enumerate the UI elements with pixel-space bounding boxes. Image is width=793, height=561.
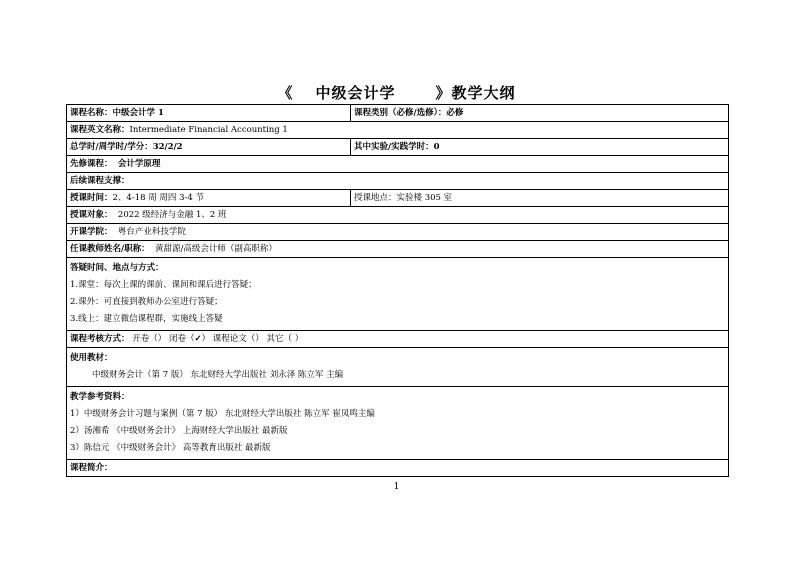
row-hours: [67, 139, 729, 156]
row-refs: [67, 387, 729, 460]
page-number: 1: [393, 482, 400, 492]
exam-open: 开卷（）: [132, 333, 167, 344]
cell-time: 授课时间：2、4-18 周 周四 3-4 节: [67, 190, 351, 207]
row-audience: [67, 207, 729, 224]
cell-teacher: 任课教师姓名/职称： 黄甜源/高级会计师（副高职称）: [67, 241, 729, 258]
cell-course-type: 课程类别（必修/选修）：必修: [351, 105, 729, 122]
row-exam: [67, 331, 729, 348]
title-course-name: 中级会计学: [315, 84, 396, 102]
qa-item: 3.线上：建立微信课程群，实施线上答疑: [70, 314, 223, 324]
cell-intro: 课程简介：: [67, 460, 729, 477]
row-english-name: [67, 122, 729, 139]
cell-qa: [67, 258, 729, 331]
cell-hours: 总学时/周学时/学分：32/2/2: [67, 139, 351, 156]
page-title: [0, 82, 793, 103]
cell-textbook: [67, 348, 729, 387]
qa-item: 2.课外：可直接到教师办公室进行答疑；: [70, 297, 223, 307]
cell-followup: 后续课程支撑：: [67, 173, 729, 190]
title-open: 《: [277, 84, 294, 102]
cell-audience: 授课对象： 2022 级经济与金融 1、2 班: [67, 207, 729, 224]
qa-item: 1.课堂：每次上课的课前、课间和课后进行答疑；: [70, 280, 257, 290]
cell-english-name: 课程英文名称：Intermediate Financial Accounting 1: [67, 122, 729, 139]
cell-refs: [67, 387, 729, 460]
exam-paper: 课程论文（）: [212, 333, 264, 344]
textbook-label: 使用教材：: [70, 353, 113, 363]
refs-label: 教学参考资料：: [70, 392, 130, 402]
row-followup: [67, 173, 729, 190]
cell-lab-hours: 其中实验/实践学时：0: [351, 139, 729, 156]
ref-item: 2）汤湘希 《中级财务会计》 上海财经大学出版社 最新版: [70, 426, 288, 436]
cell-place: 授课地点：实验楼 305 室: [351, 190, 729, 207]
row-intro: [67, 460, 729, 477]
textbook-value: 中级财务会计（第 7 版） 东北财经大学出版社 刘永泽 陈立军 主编: [92, 370, 344, 380]
check-icon: ✓: [194, 333, 202, 344]
row-prereq: [67, 156, 729, 173]
cell-prereq: 先修课程： 会计学原理: [67, 156, 729, 173]
row-qa: [67, 258, 729, 331]
ref-item: 3）陈信元 《中级财务会计》 高等教育出版社 最新版: [70, 443, 271, 453]
exam-other: 其它（ ）: [266, 333, 304, 344]
qa-label: 答疑时间、地点与方式：: [70, 263, 164, 273]
cell-course-name: 课程名称：中级会计学 1: [67, 105, 351, 122]
ref-item: 1）中级财务会计习题与案例（第 7 版） 东北财经大学出版社 陈立军 崔凤鸣主编: [70, 409, 375, 419]
syllabus-table: [66, 104, 729, 477]
cell-college: 开课学院： 粤台产业科技学院: [67, 224, 729, 241]
row-textbook: [67, 348, 729, 387]
row-teacher: [67, 241, 729, 258]
title-close: 》教学大纲: [435, 84, 516, 102]
cell-exam: 课程考核方式： 开卷（） 闭卷（✓） 课程论文（） 其它（ ）: [67, 331, 729, 348]
exam-closed: 闭卷（: [168, 333, 195, 344]
row-time-place: [67, 190, 729, 207]
row-college: [67, 224, 729, 241]
row-course-name: [67, 105, 729, 122]
